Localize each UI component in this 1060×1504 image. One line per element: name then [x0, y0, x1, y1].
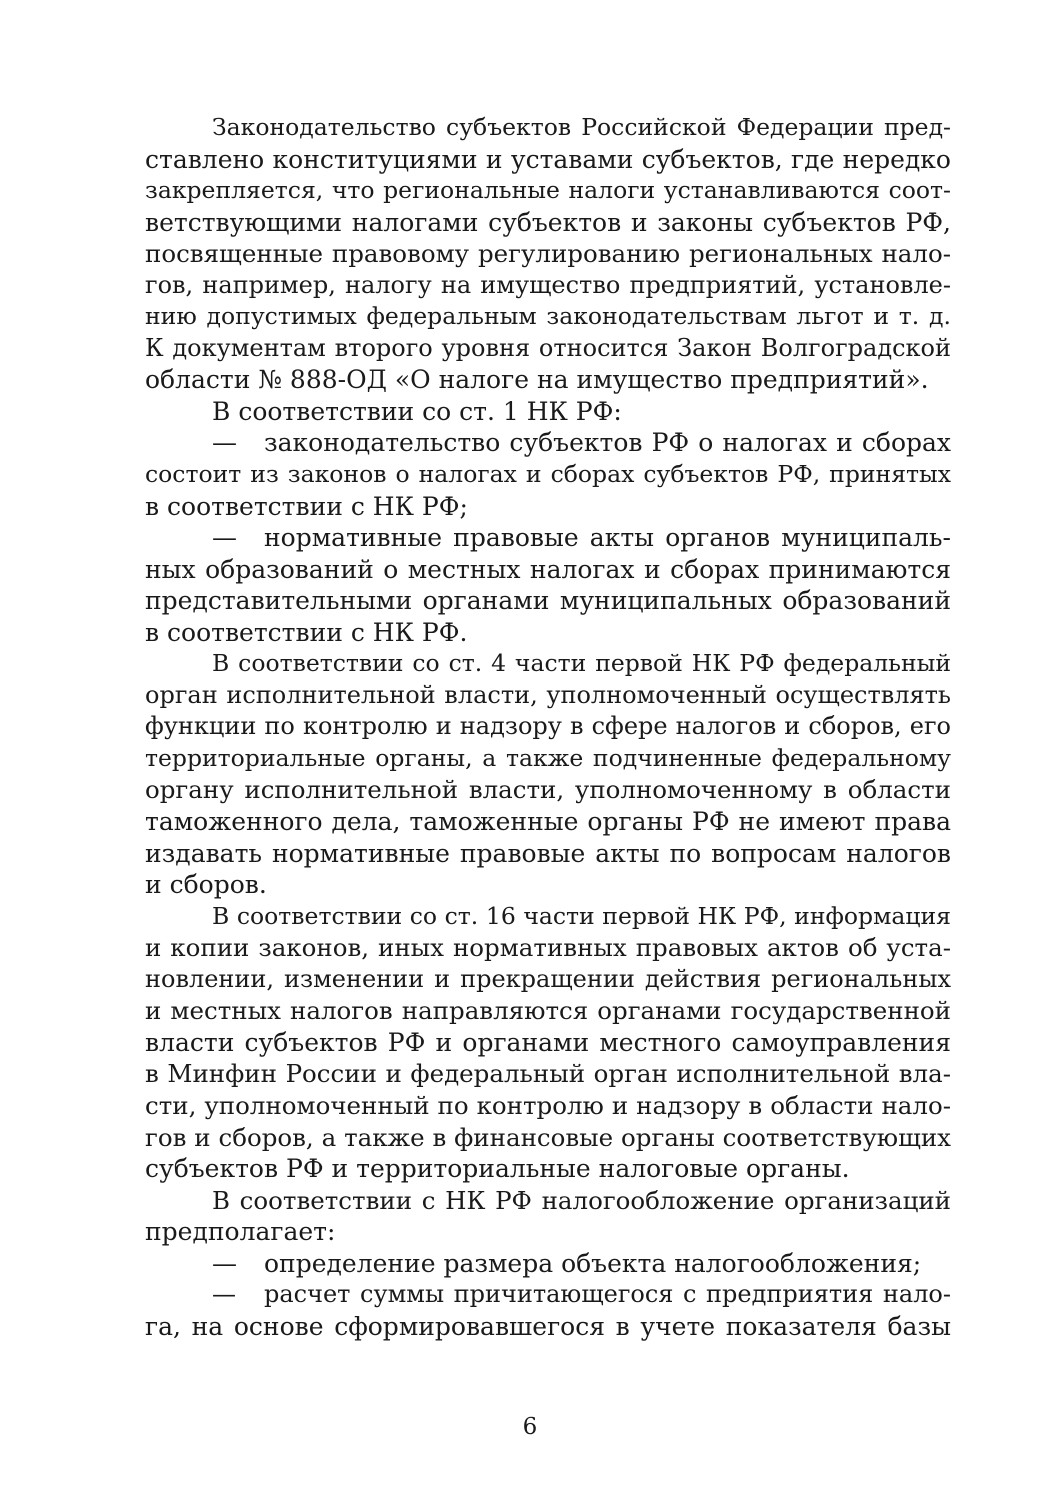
text-line: функции по контролю и надзору в сфере налогов и сборов, его	[145, 712, 951, 741]
text-line	[145, 522, 951, 554]
text-line: в соответствии с НК РФ;	[145, 491, 468, 521]
text-line: издавать нормативные правовые акты по вопросам налогов	[145, 838, 951, 868]
text-line: посвященные правовому регулированию региональных нало-	[145, 239, 951, 269]
list-item	[145, 1279, 951, 1342]
text-line: Законодательство субъектов Российской Федерации пред-	[212, 113, 951, 141]
dash-marker: —	[212, 428, 237, 458]
text-line: органу исполнительной власти, уполномоченному в области	[145, 775, 951, 805]
text-line: в соответствии с НК РФ.	[145, 617, 468, 647]
text-line: субъектов РФ и территориальные налоговые органы.	[145, 1154, 850, 1184]
text-line: предполагает:	[145, 1217, 336, 1247]
text-line	[145, 1279, 951, 1311]
text-line: и сборов.	[145, 870, 267, 900]
text-line: нию допустимых федеральным законодательствам льгот и т. д.	[145, 302, 951, 331]
text-line: В соответствии с НК РФ налогообложение организаций	[212, 1185, 951, 1215]
text-line: В соответствии со ст. 4 части первой НК РФ федеральный	[212, 649, 951, 678]
text-line: состоит из законов о налогах и сборах субъектов РФ, принятых	[145, 460, 951, 489]
text-line: власти субъектов РФ и органами местного самоуправления	[145, 1027, 951, 1057]
text-line: сти, уполномоченный по контролю и надзору в области нало-	[145, 1090, 951, 1120]
text-line: В соответствии со ст. 16 части первой НК РФ, информация	[212, 901, 951, 930]
line-text: определение размера объекта налогообложения;	[264, 1248, 922, 1278]
paragraph	[145, 396, 951, 428]
body-text	[145, 112, 951, 1342]
dash-marker: —	[212, 523, 237, 553]
text-line	[145, 1248, 951, 1280]
text-line: территориальные органы, а также подчиненные федеральному	[145, 743, 951, 772]
text-line: новлении, изменении и прекращении действия региональных	[145, 964, 951, 993]
text-line: орган исполнительной власти, уполномоченный осуществлять	[145, 680, 951, 709]
paragraph	[145, 112, 951, 396]
text-line: ставлено конституциями и уставами субъектов, где нередко	[145, 144, 951, 174]
text-line: и местных налогов направляются органами государственной	[145, 996, 951, 1026]
text-line: ветствующими налогами субъектов и законы субъектов РФ,	[145, 207, 951, 237]
text-line: области № 888-ОД «О налоге на имущество предприятий».	[145, 365, 929, 395]
text-line: закрепляется, что региональные налоги устанавливаются соот-	[145, 176, 951, 205]
dash-marker: —	[212, 1280, 236, 1309]
text-line: га, на основе сформировавшегося в учете показателя базы	[145, 1311, 951, 1341]
text-line: и копии законов, иных нормативных правовых актов об уста-	[145, 933, 951, 963]
text-line: В соответствии со ст. 1 НК РФ:	[212, 396, 622, 426]
text-line: ных образований о местных налогах и сборах принимаются	[145, 554, 951, 584]
paragraph	[145, 901, 951, 1185]
line-text: нормативные правовые акты органов муниципаль-	[264, 523, 951, 553]
text-line: представительными органами муниципальных образований	[145, 586, 951, 616]
text-line: К документам второго уровня относится Закон Волгоградской	[145, 333, 951, 362]
text-line	[145, 427, 951, 459]
text-line: гов, например, налогу на имущество предприятий, установле-	[145, 270, 951, 299]
text-line: в Минфин России и федеральный орган исполнительной вла-	[145, 1059, 951, 1089]
line-text: расчет суммы причитающегося с предприятия нало-	[264, 1280, 951, 1309]
paragraph	[145, 648, 951, 900]
page-number: 6	[522, 1414, 538, 1440]
dash-marker: —	[212, 1248, 237, 1278]
list-item	[145, 427, 951, 522]
line-text: законодательство субъектов РФ о налогах и сборах	[264, 428, 951, 458]
list-item	[145, 1248, 951, 1280]
paragraph	[145, 1185, 951, 1248]
text-line: таможенного дела, таможенные органы РФ не имеют права	[145, 807, 951, 837]
list-item	[145, 522, 951, 648]
text-line: гов и сборов, а также в финансовые органы соответствующих	[145, 1122, 951, 1152]
